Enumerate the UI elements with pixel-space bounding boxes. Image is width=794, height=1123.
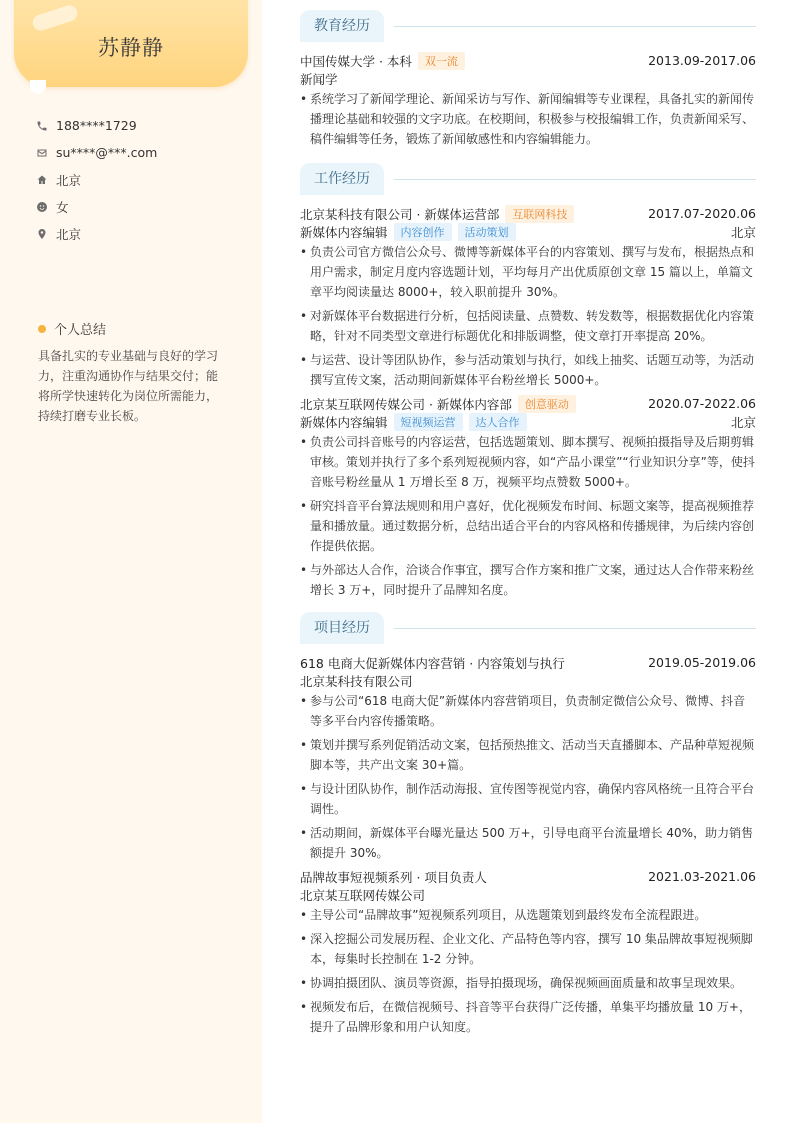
- list-item: • 系统学习了新闻学理论、新闻采访与写作、新闻编辑等专业课程，具备扎实的新闻传播理论基础和较强的文字功底。在校期间，积极参与校报编辑工作，负责新闻采写、稿件编辑等任务，锻炼了新闻敏感性和内容编辑能力。: [300, 89, 756, 149]
- bullet-dot-icon: [38, 325, 46, 333]
- decorative-notch: [30, 80, 46, 94]
- company-tag: 互联网科技: [505, 205, 574, 223]
- company-name: 北京某互联网传媒公司 · 新媒体内容部: [300, 396, 512, 412]
- school-name: 中国传媒大学 · 本科: [300, 53, 412, 69]
- list-item: • 对新媒体平台数据进行分析，包括阅读量、点赞数、转发数等，根据数据优化内容策略，针对不同类型文章进行标题优化和排版调整，使文章打开率提高 20%。: [300, 306, 756, 346]
- phone-icon: [36, 120, 48, 132]
- section-divider: [394, 26, 756, 27]
- project-date: 2021.03-2021.06: [648, 869, 756, 884]
- section-header: [300, 612, 756, 644]
- role-tag: 内容创作: [394, 223, 452, 241]
- project-entry: [300, 867, 756, 1037]
- role-tag: 活动策划: [458, 223, 516, 241]
- email-text: su****@***.com: [56, 145, 158, 160]
- project-entry: [300, 653, 756, 863]
- job-entry: [300, 394, 756, 600]
- phone-text: 188****1729: [56, 118, 137, 133]
- project-name: 品牌故事短视频系列 · 项目负责人: [300, 869, 487, 885]
- list-item: • 负责公司抖音账号的内容运营，包括选题策划、脚本撰写、视频拍摄指导及后期剪辑审核。策划并执行了多个系列短视频内容，如“产品小课堂”“行业知识分享”等，使抖音账号粉丝量从 1 万增长至 8 万，视频平均点赞数 5000+。: [300, 432, 756, 492]
- list-item: • 深入挖掘公司发展历程、企业文化、产品特色等内容，撰写 10 集品牌故事短视频脚本，每集时长控制在 1-2 分钟。: [300, 929, 756, 969]
- name-card: [14, 0, 248, 87]
- project-bullets: [300, 691, 756, 863]
- project-org: 北京某科技有限公司: [300, 674, 413, 689]
- list-item: • 协调拍摄团队、演员等资源，指导拍摄现场，确保视频画面质量和故事呈现效果。: [300, 973, 756, 993]
- project-header: [300, 653, 756, 672]
- project-header: [300, 867, 756, 886]
- company-name: 北京某科技有限公司 · 新媒体运营部: [300, 206, 500, 222]
- summary-heading: [38, 319, 106, 338]
- list-item: • 参与公司“618 电商大促”新媒体内容营销项目，负责制定微信公众号、微博、抖音等多平台内容传播策略。: [300, 691, 756, 731]
- location-icon: [36, 228, 48, 240]
- gender-text: 女: [56, 199, 69, 215]
- education-header: [300, 51, 756, 70]
- job-bullets: [300, 432, 756, 600]
- job-role-row: [300, 413, 756, 431]
- section-header: [300, 10, 756, 42]
- role-tag: 达人合作: [469, 413, 527, 431]
- job-header: [300, 394, 756, 413]
- project-org: 北京某互联网传媒公司: [300, 888, 426, 903]
- list-item: • 主导公司“品牌故事”短视频系列项目，从选题策划到最终发布全流程跟进。: [300, 905, 756, 925]
- section-divider: [394, 179, 756, 180]
- job-entry: [300, 204, 756, 390]
- home-text: 北京: [56, 172, 82, 188]
- contact-location: [36, 220, 157, 247]
- job-role: 新媒体内容编辑: [300, 225, 388, 240]
- project-date: 2019.05-2019.06: [648, 655, 756, 670]
- projects-section: [300, 612, 756, 1041]
- gender-icon: [36, 201, 48, 213]
- decorative-shine: [31, 3, 80, 32]
- email-icon: [36, 147, 48, 159]
- education-section: [300, 10, 756, 153]
- education-bullets: [300, 89, 756, 149]
- job-bullets: [300, 242, 756, 390]
- section-title: 工作经历: [300, 163, 384, 195]
- candidate-name: 苏静静: [98, 36, 164, 60]
- role-tag: 短视频运营: [394, 413, 463, 431]
- list-item: • 策划并撰写系列促销活动文案，包括预热推文、活动当天直播脚本、产品种草短视频脚本等，共产出文案 30+篇。: [300, 735, 756, 775]
- job-role-row: [300, 223, 756, 241]
- section-title: 教育经历: [300, 10, 384, 42]
- summary-title: 个人总结: [54, 323, 107, 338]
- education-major-row: [300, 70, 756, 88]
- list-item: • 与外部达人合作，洽谈合作事宜，撰写合作方案和推广文案，通过达人合作带来粉丝增长 3 万+，同时提升了品牌知名度。: [300, 560, 756, 600]
- location-text: 北京: [56, 226, 82, 242]
- job-header: [300, 204, 756, 223]
- project-bullets: [300, 905, 756, 1037]
- contact-gender: [36, 193, 157, 220]
- job-city: 北京: [730, 225, 756, 240]
- contact-home: [36, 166, 157, 193]
- list-item: • 视频发布后，在微信视频号、抖音等平台获得广泛传播，单集平均播放量 10 万+，提升了品牌形象和用户认知度。: [300, 997, 756, 1037]
- section-header: [300, 163, 756, 195]
- company-tag: 创意驱动: [518, 395, 576, 413]
- summary-text: 具备扎实的专业基础与良好的学习力，注重沟通协作与结果交付；能将所学快速转化为岗位所需能力，持续打磨专业长板。: [38, 349, 219, 423]
- job-date: 2017.07-2020.06: [648, 206, 756, 221]
- contact-email: [36, 139, 157, 166]
- project-org-row: [300, 672, 756, 690]
- project-org-row: [300, 886, 756, 904]
- sidebar: [0, 0, 262, 1123]
- contact-phone: [36, 112, 157, 139]
- project-name: 618 电商大促新媒体内容营销 · 内容策划与执行: [300, 655, 565, 671]
- job-role: 新媒体内容编辑: [300, 415, 388, 430]
- contact-list: [36, 112, 157, 247]
- school-tag: 双一流: [418, 52, 465, 70]
- list-item: • 与设计团队协作，制作活动海报、宣传图等视觉内容，确保内容风格统一且符合平台调性。: [300, 779, 756, 819]
- work-section: [300, 163, 756, 604]
- list-item: • 研究抖音平台算法规则和用户喜好，优化视频发布时间、标题文案等，提高视频推荐量和播放量。通过数据分析，总结出适合平台的内容风格和传播规律，为后续内容创作提供依据。: [300, 496, 756, 556]
- major: 新闻学: [300, 72, 338, 87]
- job-city: 北京: [730, 415, 756, 430]
- education-date: 2013.09-2017.06: [648, 53, 756, 68]
- list-item: • 负责公司官方微信公众号、微博等新媒体平台的内容策划、撰写与发布，根据热点和用户需求，制定月度内容选题计划，平均每月产出优质原创文章 15 篇以上，单篇文章平均阅读量达 8000+，较入职前提升 30%。: [300, 242, 756, 302]
- list-item: • 与运营、设计等团队协作，参与活动策划与执行，如线上抽奖、话题互动等，为活动撰写宣传文案，活动期间新媒体平台粉丝增长 5000+。: [300, 350, 756, 390]
- section-title: 项目经历: [300, 612, 384, 644]
- home-icon: [36, 174, 48, 186]
- job-date: 2020.07-2022.06: [648, 396, 756, 411]
- list-item: • 活动期间，新媒体平台曝光量达 500 万+，引导电商平台流量增长 40%，助力销售额提升 30%。: [300, 823, 756, 863]
- section-divider: [394, 628, 756, 629]
